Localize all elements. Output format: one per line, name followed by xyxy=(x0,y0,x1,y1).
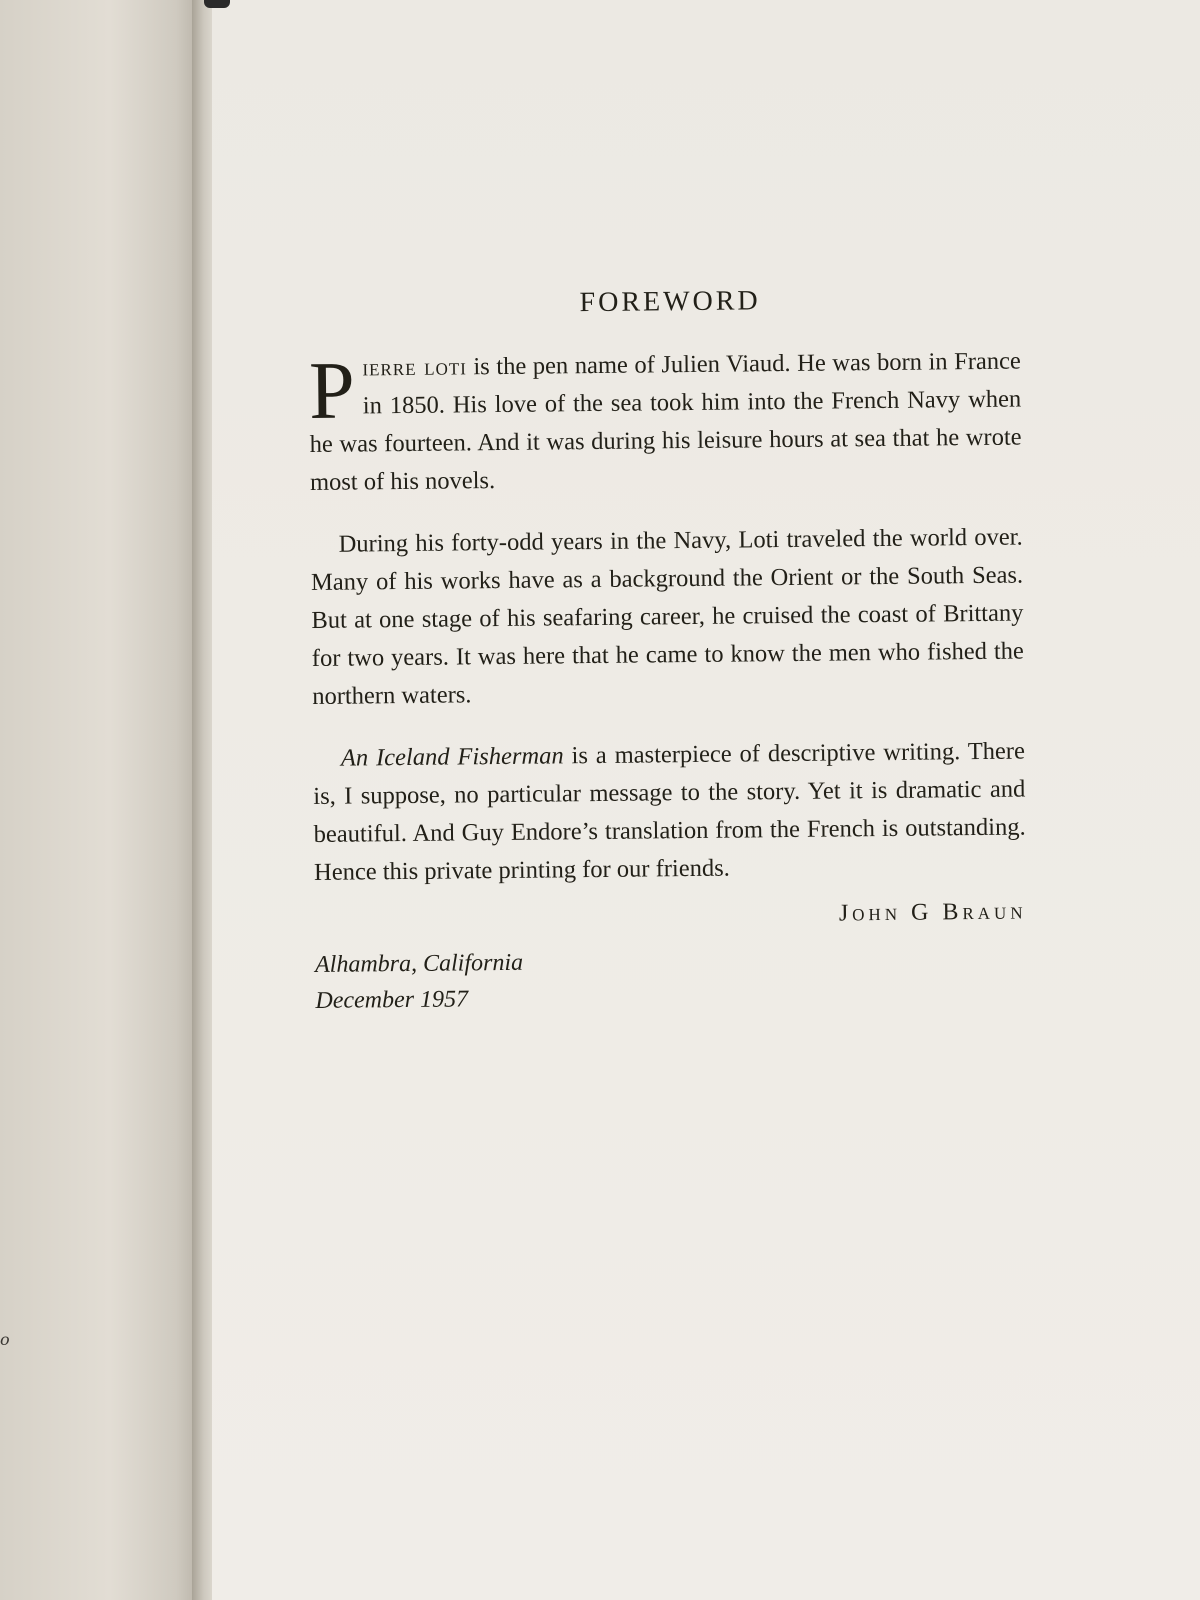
foreword-content xyxy=(308,283,1028,1019)
page-title: FOREWORD xyxy=(579,285,761,319)
place-line: Alhambra, California xyxy=(314,949,524,978)
paragraph-1 xyxy=(309,343,1023,502)
lead-in-smallcaps: ierre loti xyxy=(362,353,467,382)
date-line: December 1957 xyxy=(315,986,469,1014)
paragraph-1-text: is the pen name of Julien Viaud. He was born in France in 1850. His love of the sea took him into the French Navy when he was fourteen. And it was during his leisure hours at sea that he wrote most of his novels. xyxy=(309,347,1022,496)
left-page-folio: o xyxy=(0,1330,10,1349)
place-date xyxy=(315,940,1028,1019)
drop-cap: P xyxy=(308,344,356,436)
ribbon-marker xyxy=(204,0,230,8)
signature: John G Braun xyxy=(838,898,1027,927)
book-title-italic: An Iceland Fisherman xyxy=(340,742,564,772)
paragraph-3 xyxy=(313,733,1027,892)
paragraph-3-text: is a masterpiece of descriptive writing. There is, I suppose, no particular message to the story. Yet it is dramatic and beautiful. And Guy Endore’s translation from the French is outstanding. Hence this private printing for our friends. xyxy=(313,737,1026,886)
paragraph-2: During his forty-odd years in the Navy, Loti traveled the world over. Many of his works have as a background the Orient or the South Seas. But at one stage of his seafaring career, he cruised the coast of Brittany for two years. It was here that he came to know the men who fished the northern waters. xyxy=(310,523,1024,710)
left-page xyxy=(0,0,200,1600)
